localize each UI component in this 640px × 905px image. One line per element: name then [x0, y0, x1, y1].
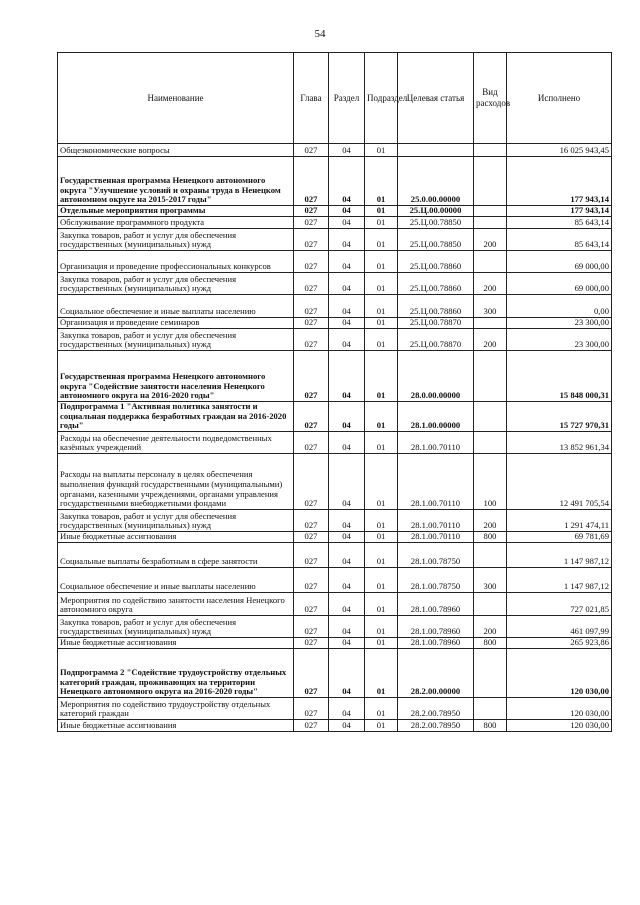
cell-ispolneno: 69 781,69 [507, 531, 612, 542]
cell-glava: 027 [294, 402, 329, 432]
cell-vid [474, 144, 507, 157]
cell-vid [474, 318, 507, 329]
cell-name: Подпрограмма 1 "Активная политика занятости и социальная поддержка безработных граждан на 2016-2020 годы" [58, 402, 294, 432]
cell-name: Социальные выплаты безработным в сфере занятости [58, 542, 294, 567]
cell-podrazdel: 01 [365, 637, 398, 648]
cell-name: Отдельные мероприятия программы [58, 206, 294, 217]
cell-razdel: 04 [329, 509, 365, 531]
cell-podrazdel: 01 [365, 648, 398, 697]
cell-ispolneno: 15 848 000,31 [507, 351, 612, 402]
cell-name: Мероприятия по содействию занятости населения Ненецкого автономного округа [58, 592, 294, 615]
table-row [58, 329, 612, 351]
cell-podrazdel: 01 [365, 329, 398, 351]
cell-podrazdel: 01 [365, 273, 398, 295]
cell-glava: 027 [294, 329, 329, 351]
cell-ispolneno: 12 491 705,54 [507, 453, 612, 509]
cell-name: Закупка товаров, работ и услуг для обеспечения государственных (муниципальных) нужд [58, 229, 294, 251]
cell-glava: 027 [294, 295, 329, 318]
cell-ispolneno: 85 643,14 [507, 229, 612, 251]
cell-cel: 25.Ц.00.78860 [398, 273, 474, 295]
page-number: 54 [314, 28, 326, 40]
cell-cel: 25.Ц.00.78860 [398, 295, 474, 318]
table-row [58, 567, 612, 592]
cell-vid [474, 697, 507, 719]
cell-vid [474, 542, 507, 567]
table-header-row [58, 53, 612, 144]
cell-razdel: 04 [329, 157, 365, 206]
cell-cel: 28.1.00.78960 [398, 592, 474, 615]
cell-name: Государственная программа Ненецкого автономного округа "Содействие занятости населения Ненецкого автономного округа на 2016-2020 годы" [58, 351, 294, 402]
cell-name: Государственная программа Ненецкого автономного округа "Улучшение условий и охраны труда в Ненецком автономном округе на 2015-2017 годы" [58, 157, 294, 206]
cell-podrazdel: 01 [365, 295, 398, 318]
cell-name: Общеэкономические вопросы [58, 144, 294, 157]
cell-glava: 027 [294, 567, 329, 592]
cell-cel: 28.1.00.70110 [398, 431, 474, 453]
cell-name: Закупка товаров, работ и услуг для обеспечения государственных (муниципальных) нужд [58, 329, 294, 351]
cell-razdel: 04 [329, 351, 365, 402]
cell-glava: 027 [294, 206, 329, 217]
cell-glava: 027 [294, 157, 329, 206]
cell-razdel: 04 [329, 567, 365, 592]
cell-razdel: 04 [329, 697, 365, 719]
cell-name: Организация и проведение профессиональных конкурсов [58, 251, 294, 273]
cell-razdel: 04 [329, 295, 365, 318]
cell-ispolneno: 16 025 943,45 [507, 144, 612, 157]
cell-razdel: 04 [329, 206, 365, 217]
cell-ispolneno: 85 643,14 [507, 217, 612, 229]
cell-vid [474, 592, 507, 615]
cell-glava: 027 [294, 273, 329, 295]
header-cel: Целевая статья [398, 53, 474, 144]
cell-ispolneno: 177 943,14 [507, 157, 612, 206]
cell-podrazdel: 01 [365, 229, 398, 251]
cell-name: Закупка товаров, работ и услуг для обеспечения государственных (муниципальных) нужд [58, 615, 294, 637]
cell-name: Социальное обеспечение и иные выплаты населению [58, 295, 294, 318]
cell-cel: 25.Ц.00.78870 [398, 329, 474, 351]
table-row [58, 615, 612, 637]
table-row [58, 229, 612, 251]
cell-glava: 027 [294, 531, 329, 542]
table-row [58, 217, 612, 229]
cell-podrazdel: 01 [365, 251, 398, 273]
cell-name: Мероприятия по содействию трудоустройству отдельных категорий граждан [58, 697, 294, 719]
cell-name: Подпрограмма 2 "Содействие трудоустройству отдельных категорий граждан, проживающих на территории Ненецкого автономного округа на 2016-2020 годы" [58, 648, 294, 697]
cell-cel: 25.Ц.00.78850 [398, 217, 474, 229]
cell-razdel: 04 [329, 531, 365, 542]
cell-podrazdel: 01 [365, 144, 398, 157]
cell-ispolneno: 69 000,00 [507, 251, 612, 273]
table-row [58, 318, 612, 329]
cell-vid [474, 206, 507, 217]
cell-cel: 28.1.00.00000 [398, 402, 474, 432]
cell-ispolneno: 177 943,14 [507, 206, 612, 217]
cell-glava: 027 [294, 144, 329, 157]
cell-name: Расходы на выплаты персоналу в целях обеспечения выполнения функций государственными (муниципальными) органами, казенными учреждениями, органами управления государственными внебюджетными фондами [58, 453, 294, 509]
cell-vid [474, 402, 507, 432]
cell-podrazdel: 01 [365, 567, 398, 592]
cell-vid: 200 [474, 273, 507, 295]
cell-razdel: 04 [329, 719, 365, 731]
table-row [58, 542, 612, 567]
cell-glava: 027 [294, 351, 329, 402]
cell-razdel: 04 [329, 144, 365, 157]
cell-podrazdel: 01 [365, 719, 398, 731]
cell-vid [474, 157, 507, 206]
cell-ispolneno: 1 147 987,12 [507, 567, 612, 592]
cell-razdel: 04 [329, 329, 365, 351]
cell-name: Обслуживание программного продукта [58, 217, 294, 229]
cell-name: Расходы на обеспечение деятельности подведомственных казённых учреждений [58, 431, 294, 453]
cell-name: Закупка товаров, работ и услуг для обеспечения государственных (муниципальных) нужд [58, 273, 294, 295]
cell-ispolneno: 15 727 970,31 [507, 402, 612, 432]
cell-cel: 28.1.00.70110 [398, 509, 474, 531]
cell-ispolneno: 0,00 [507, 295, 612, 318]
table-row [58, 719, 612, 731]
cell-cel: 28.1.00.78960 [398, 637, 474, 648]
cell-vid: 800 [474, 531, 507, 542]
cell-razdel: 04 [329, 648, 365, 697]
cell-cel: 28.1.00.70110 [398, 453, 474, 509]
table-row [58, 144, 612, 157]
table-row [58, 351, 612, 402]
cell-name: Иные бюджетные ассигнования [58, 637, 294, 648]
header-podrazdel: Подраздел [365, 53, 398, 144]
table-row [58, 273, 612, 295]
cell-glava: 027 [294, 719, 329, 731]
table-row [58, 592, 612, 615]
cell-name: Иные бюджетные ассигнования [58, 719, 294, 731]
cell-podrazdel: 01 [365, 531, 398, 542]
cell-name: Организация и проведение семинаров [58, 318, 294, 329]
cell-vid [474, 217, 507, 229]
cell-ispolneno: 13 852 961,34 [507, 431, 612, 453]
cell-vid [474, 431, 507, 453]
cell-vid: 200 [474, 329, 507, 351]
cell-cel: 25.Ц.00.78850 [398, 229, 474, 251]
cell-cel: 25.Ц.00.78860 [398, 251, 474, 273]
cell-vid: 800 [474, 637, 507, 648]
table-row [58, 648, 612, 697]
cell-glava: 027 [294, 251, 329, 273]
cell-ispolneno: 23 300,00 [507, 318, 612, 329]
cell-razdel: 04 [329, 402, 365, 432]
table-row [58, 509, 612, 531]
cell-glava: 027 [294, 697, 329, 719]
table-row [58, 206, 612, 217]
cell-podrazdel: 01 [365, 206, 398, 217]
cell-podrazdel: 01 [365, 697, 398, 719]
cell-razdel: 04 [329, 318, 365, 329]
cell-glava: 027 [294, 509, 329, 531]
table-row [58, 453, 612, 509]
cell-podrazdel: 01 [365, 402, 398, 432]
cell-ispolneno: 69 000,00 [507, 273, 612, 295]
cell-name: Закупка товаров, работ и услуг для обеспечения государственных (муниципальных) нужд [58, 509, 294, 531]
table-row [58, 251, 612, 273]
cell-razdel: 04 [329, 637, 365, 648]
cell-glava: 027 [294, 615, 329, 637]
cell-cel: 28.1.00.70110 [398, 531, 474, 542]
cell-cel: 28.1.00.78960 [398, 615, 474, 637]
cell-cel [398, 144, 474, 157]
cell-razdel: 04 [329, 592, 365, 615]
cell-glava: 027 [294, 637, 329, 648]
cell-glava: 027 [294, 592, 329, 615]
cell-glava: 027 [294, 542, 329, 567]
cell-vid: 100 [474, 453, 507, 509]
cell-vid [474, 351, 507, 402]
cell-razdel: 04 [329, 542, 365, 567]
cell-razdel: 04 [329, 615, 365, 637]
cell-razdel: 04 [329, 453, 365, 509]
cell-cel: 28.1.00.78750 [398, 567, 474, 592]
table-row [58, 697, 612, 719]
header-glava: Глава [294, 53, 329, 144]
cell-cel: 28.2.00.78950 [398, 697, 474, 719]
table-row [58, 637, 612, 648]
cell-podrazdel: 01 [365, 318, 398, 329]
cell-cel: 25.0.00.00000 [398, 157, 474, 206]
cell-razdel: 04 [329, 229, 365, 251]
cell-podrazdel: 01 [365, 157, 398, 206]
cell-ispolneno: 1 147 987,12 [507, 542, 612, 567]
cell-vid: 200 [474, 229, 507, 251]
cell-vid [474, 251, 507, 273]
cell-name: Социальное обеспечение и иные выплаты населению [58, 567, 294, 592]
cell-cel: 28.0.00.00000 [398, 351, 474, 402]
cell-ispolneno: 120 030,00 [507, 697, 612, 719]
header-name: Наименование [58, 53, 294, 144]
cell-glava: 027 [294, 217, 329, 229]
cell-glava: 027 [294, 648, 329, 697]
cell-ispolneno: 461 097,99 [507, 615, 612, 637]
cell-vid: 300 [474, 295, 507, 318]
cell-ispolneno: 23 300,00 [507, 329, 612, 351]
cell-glava: 027 [294, 229, 329, 251]
cell-podrazdel: 01 [365, 592, 398, 615]
cell-razdel: 04 [329, 273, 365, 295]
table-body [58, 144, 612, 732]
cell-ispolneno: 1 291 474,11 [507, 509, 612, 531]
cell-glava: 027 [294, 453, 329, 509]
cell-ispolneno: 265 923,86 [507, 637, 612, 648]
table-row [58, 402, 612, 432]
cell-glava: 027 [294, 318, 329, 329]
table-row [58, 531, 612, 542]
cell-podrazdel: 01 [365, 351, 398, 402]
cell-vid: 800 [474, 719, 507, 731]
cell-razdel: 04 [329, 251, 365, 273]
cell-vid: 200 [474, 615, 507, 637]
header-vid: Вид расходов [474, 53, 507, 144]
cell-vid [474, 648, 507, 697]
cell-razdel: 04 [329, 217, 365, 229]
cell-podrazdel: 01 [365, 542, 398, 567]
cell-ispolneno: 120 030,00 [507, 719, 612, 731]
header-ispolneno: Исполнено [507, 53, 612, 144]
table-row [58, 431, 612, 453]
header-razdel: Раздел [329, 53, 365, 144]
cell-name: Иные бюджетные ассигнования [58, 531, 294, 542]
cell-podrazdel: 01 [365, 217, 398, 229]
cell-cel: 25.Ц.00.00000 [398, 206, 474, 217]
table-row [58, 295, 612, 318]
table-row [58, 157, 612, 206]
cell-ispolneno: 120 030,00 [507, 648, 612, 697]
budget-table [57, 52, 612, 732]
cell-podrazdel: 01 [365, 615, 398, 637]
cell-podrazdel: 01 [365, 453, 398, 509]
cell-vid: 200 [474, 509, 507, 531]
cell-vid: 300 [474, 567, 507, 592]
cell-cel: 28.1.00.78750 [398, 542, 474, 567]
cell-cel: 28.2.00.00000 [398, 648, 474, 697]
cell-podrazdel: 01 [365, 431, 398, 453]
cell-cel: 25.Ц.00.78870 [398, 318, 474, 329]
cell-podrazdel: 01 [365, 509, 398, 531]
cell-ispolneno: 727 021,85 [507, 592, 612, 615]
cell-glava: 027 [294, 431, 329, 453]
cell-razdel: 04 [329, 431, 365, 453]
cell-cel: 28.2.00.78950 [398, 719, 474, 731]
